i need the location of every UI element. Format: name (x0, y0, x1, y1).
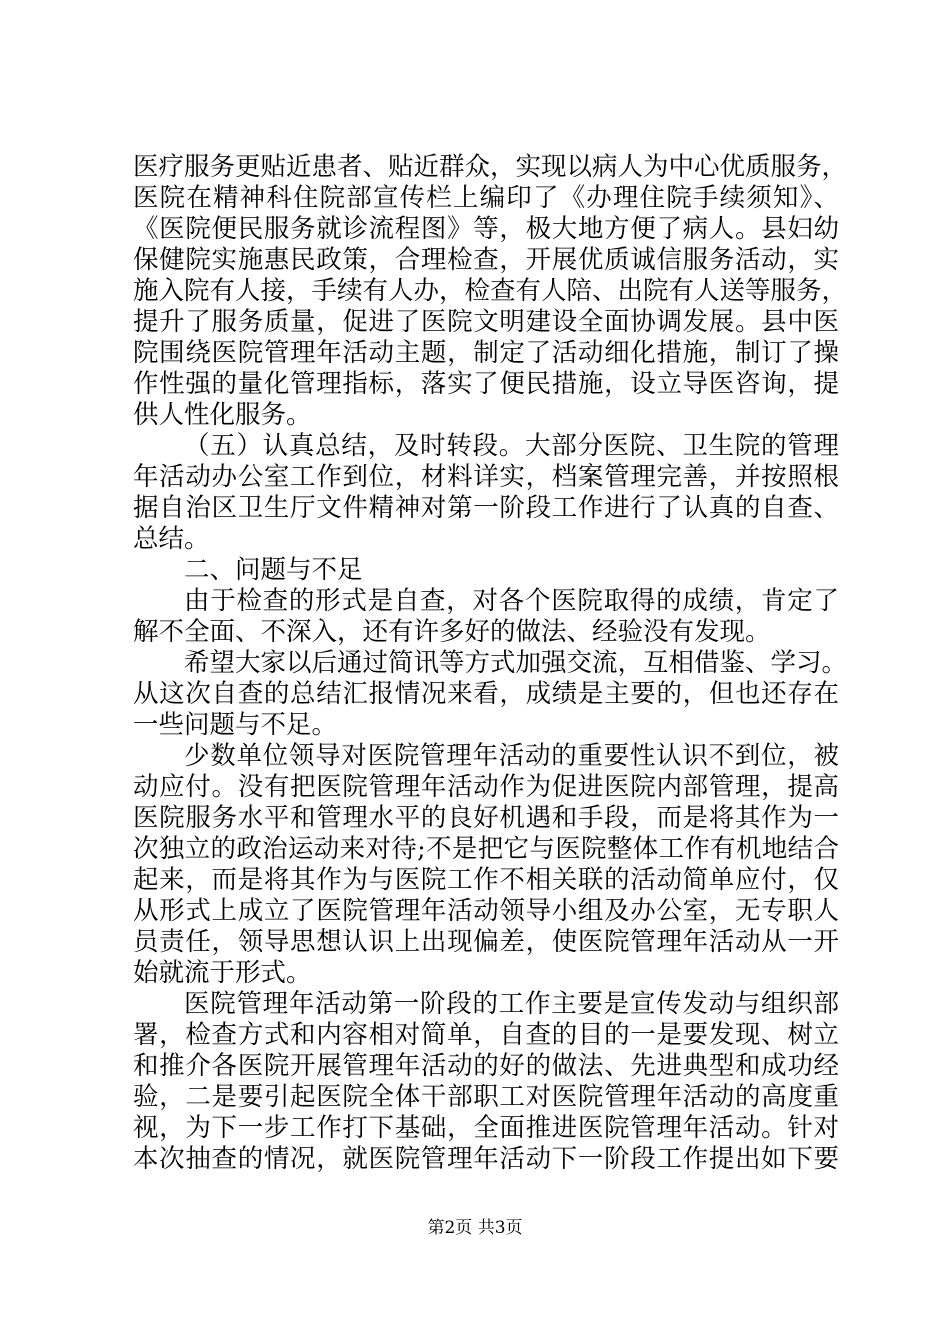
text-line: 医院管理年活动第一阶段的工作主要是宣传发动与组织部 (184, 989, 839, 1019)
text-line: 员责任，领导思想认识上出现偏差，使医院管理年活动从一开 (133, 927, 839, 957)
text-line: （五）认真总结，及时转段。大部分医院、卫生院的管理 (184, 431, 839, 461)
text-line: 视，为下一步工作打下基础，全面推进医院管理年活动。针对 (133, 1113, 839, 1143)
text-line: 解不全面、不深入，还有许多好的做法、经验没有发现。 (133, 617, 771, 647)
text-line: 动应付。没有把医院管理年活动作为促进医院内部管理，提高 (133, 772, 839, 802)
text-line: 从形式上成立了医院管理年活动领导小组及办公室，无专职人 (133, 896, 839, 926)
text-line: 医院服务水平和管理水平的良好机遇和手段，而是将其作为一 (133, 803, 839, 833)
text-line: 《医院便民服务就诊流程图》等，极大地方便了病人。县妇幼 (133, 214, 839, 244)
text-line: 施入院有人接，手续有人办，检查有人陪、出院有人送等服务， (133, 276, 848, 306)
page-footer: 第2页 共3页 (427, 1218, 523, 1238)
text-line: 总结。 (133, 524, 210, 554)
text-line: 医疗服务更贴近患者、贴近群众，实现以病人为中心优质服务， (133, 152, 848, 182)
text-line: 院围绕医院管理年活动主题，制定了活动细化措施，制订了操 (133, 338, 839, 368)
document-body (133, 152, 848, 1175)
text-line: 由于检查的形式是自查，对各个医院取得的成绩，肯定了 (184, 586, 839, 616)
text-line: 希望大家以后通过简讯等方式加强交流，互相借鉴、学习。 (184, 648, 848, 678)
text-line: 少数单位领导对医院管理年活动的重要性认识不到位，被 (184, 741, 839, 771)
text-line: 一些问题与不足。 (133, 710, 338, 740)
text-line: 和推介各医院开展管理年活动的好的做法、先进典型和成功经 (133, 1051, 839, 1081)
text-line: 从这次自查的总结汇报情况来看，成绩是主要的，但也还存在 (133, 679, 839, 709)
text-line: 提升了服务质量，促进了医院文明建设全面协调发展。县中医 (133, 307, 839, 337)
text-line: 作性强的量化管理指标，落实了便民措施，设立导医咨询，提 (133, 369, 839, 399)
text-line: 始就流于形式。 (133, 958, 312, 988)
text-line: 验，二是要引起医院全体干部职工对医院管理年活动的高度重 (133, 1082, 839, 1112)
text-line: 二、问题与不足 (184, 555, 363, 585)
text-line: 起来，而是将其作为与医院工作不相关联的活动简单应付，仅 (133, 865, 839, 895)
text-line: 次独立的政治运动来对待;不是把它与医院整体工作有机地结合 (133, 834, 839, 864)
text-line: 供人性化服务。 (133, 400, 312, 430)
text-line: 本次抽查的情况，就医院管理年活动下一阶段工作提出如下要 (133, 1144, 839, 1174)
text-line: 据自治区卫生厅文件精神对第一阶段工作进行了认真的自查、 (133, 493, 839, 523)
text-line: 年活动办公室工作到位，材料详实，档案管理完善，并按照根 (133, 462, 839, 492)
text-line: 署，检查方式和内容相对简单，自查的目的一是要发现、树立 (133, 1020, 839, 1050)
text-line: 医院在精神科住院部宣传栏上编印了《办理住院手续须知》、 (133, 183, 839, 213)
text-line: 保健院实施惠民政策，合理检查，开展优质诚信服务活动，实 (133, 245, 839, 275)
